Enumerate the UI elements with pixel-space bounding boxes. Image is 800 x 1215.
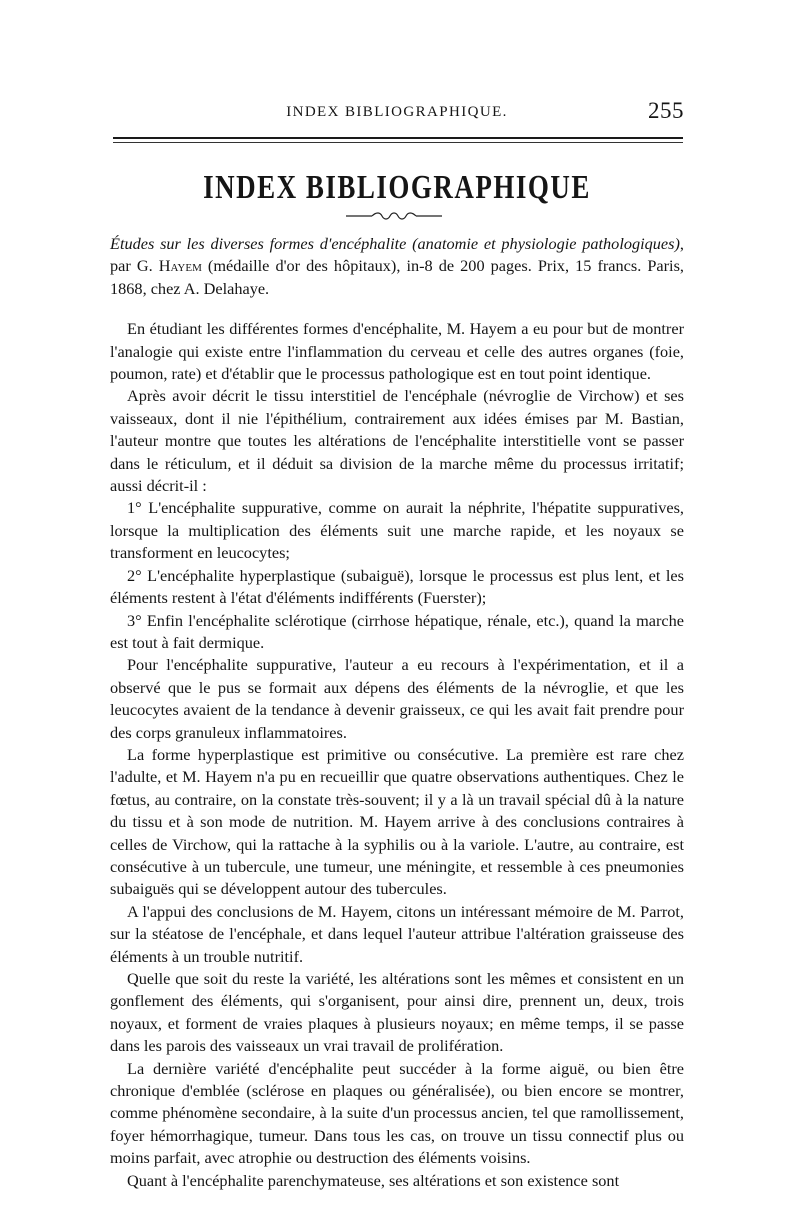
paragraph: Pour l'encéphalite suppurative, l'auteur a eu recours à l'expérimentation, et il a observé que le pus se formait aux dépens des éléments de la névroglie, et que les leucocytes avaient de la tendance à devenir graisseux, ce qui les avait fait prendre pour des corps granuleux inflammatoires. — [110, 655, 684, 742]
header-rule — [113, 137, 683, 139]
citation — [110, 233, 684, 300]
citation-by: , par G. — [110, 234, 684, 276]
paragraph: Après avoir décrit le tissu interstitiel de l'encéphale (névroglie de Virchow) et ses vaisseaux, dont il nie l'épithélium, contrairement aux idées émises par M. Bastian, l'auteur montre que toutes les altérations de l'encéphalite interstitielle vont se passer dans le réticulum, et il déduit sa division de la marche même du processus irritatif; aussi décrit-il : — [110, 386, 684, 496]
ornament-divider-icon — [344, 212, 444, 220]
page-title: INDEX BIBLIOGRAPHIQUE — [203, 168, 591, 206]
list-item: 3° Enfin l'encéphalite sclérotique (cirrhose hépatique, rénale, etc.), quand la marche est tout à fait dermique. — [110, 610, 684, 652]
running-title: INDEX BIBLIOGRAPHIQUE. — [286, 104, 508, 120]
list-item: 1° L'encéphalite suppurative, comme on aurait la néphrite, l'hépatite suppuratives, lorsque la multiplication des éléments suit une marche rapide, et les noyaux se transforment en leucocytes; — [110, 498, 684, 563]
running-header — [110, 98, 684, 128]
paragraph: En étudiant les différentes formes d'encéphalite, M. Hayem a eu pour but de montrer l'analogie qui existe entre l'inflammation du cerveau et celle des autres organes (foie, poumon, rate) et d'établir que le processus pathologique est en tout point identique. — [110, 319, 684, 384]
cited-work-title: Études sur les diverses formes d'encéphalite (anatomie et physiologie pathologiques) — [110, 234, 680, 253]
list-item: 2° L'encéphalite hyperplastique (subaiguë), lorsque le processus est plus lent, et les éléments restent à l'état d'éléments indifférents (Fuerster); — [110, 565, 684, 608]
paragraph: A l'appui des conclusions de M. Hayem, citons un intéressant mémoire de M. Parrot, sur la stéatose de l'encéphale, et dans lequel l'auteur attribue l'altération graisseuse des éléments à un trouble nutritif. — [110, 901, 684, 966]
paragraph: La dernière variété d'encéphalite peut succéder à la forme aiguë, ou bien être chronique d'emblée (sclérose en plaques ou généralisée), ou bien encore se montrer, comme phénomène secondaire, à la suite d'un processus ancien, tel que ramollissement, foyer hémorrhagique, tumeur. Dans tous les cas, on trouve un tissu connectif plus ou moins parfait, avec atrophie ou destruction des éléments voisins. — [110, 1058, 684, 1168]
citation-details: (médaille d'or des hôpitaux), in-8 de 200 pages. Prix, 15 francs. Paris, 1868, chez A. Delahaye. — [110, 256, 684, 298]
citation-author: Hayem — [158, 256, 202, 276]
paragraph: La forme hyperplastique est primitive ou consécutive. La première est rare chez l'adulte, et M. Hayem n'a pu en recueillir que quatre observations authentiques. Chez le fœtus, au contraire, on la constate très-souvent; il y a là un travail spécial dû à la nature du tissu et à son mode de nutrition. M. Hayem arrive à des conclusions contraires à celles de Virchow, qui la rattache à la syphilis ou à la variole. L'autre, au contraire, est consécutive à un tubercule, une tumeur, une méningite, et ressemble à ces pneumonies subaiguës qui se développent autour des tubercules. — [110, 744, 684, 899]
paragraph: Quant à l'encéphalite parenchymateuse, ses altérations et son existence sont — [127, 1170, 620, 1190]
header-rule-thin — [113, 142, 683, 143]
paragraph: Quelle que soit du reste la variété, les altérations sont les mêmes et consistent en un gonflement des éléments, qui s'organisent, pour ainsi dire, prennent un, deux, trois noyaux, et forment de vraies plaques à plusieurs noyaux; en même temps, il se passe dans les parois des vaisseaux un vrai travail de prolifération. — [110, 969, 684, 1056]
article-body — [110, 233, 684, 1192]
page-number: 255 — [648, 98, 684, 123]
